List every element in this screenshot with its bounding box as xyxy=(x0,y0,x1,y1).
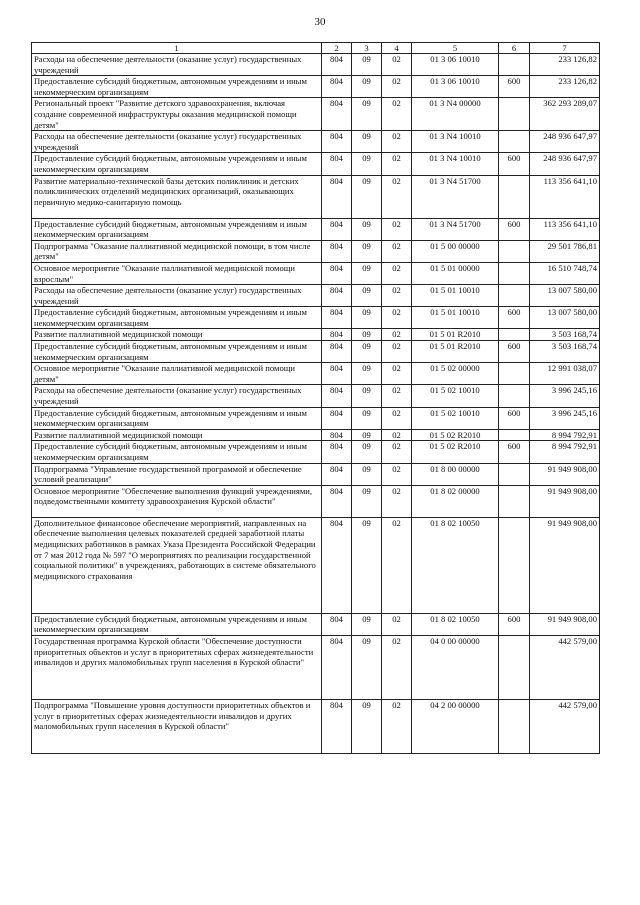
row-subsection-cell: 02 xyxy=(382,76,412,98)
row-amount-cell: 16 510 748,74 xyxy=(530,262,600,284)
row-section-cell: 09 xyxy=(352,385,382,407)
row-code-cell: 804 xyxy=(322,407,352,429)
row-expense-type-cell xyxy=(499,429,530,441)
column-header: 1 xyxy=(32,43,322,54)
row-code-cell: 804 xyxy=(322,218,352,240)
row-name-cell: Основное мероприятие "Оказание паллиативной медицинской помощи детям" xyxy=(32,363,322,385)
table-row xyxy=(32,363,600,385)
row-code-cell: 804 xyxy=(322,485,352,517)
row-name-cell: Предоставление субсидий бюджетным, автономным учреждениям и иным некоммерческим организациям xyxy=(32,441,322,463)
table-row xyxy=(32,131,600,153)
row-target-article-cell: 01 8 00 00000 xyxy=(412,463,499,485)
row-target-article-cell: 01 3 N4 10010 xyxy=(412,131,499,153)
row-code-cell: 804 xyxy=(322,175,352,218)
row-expense-type-cell xyxy=(499,131,530,153)
row-amount-cell: 248 936 647,97 xyxy=(530,131,600,153)
row-expense-type-cell xyxy=(499,54,530,76)
row-target-article-cell: 01 3 N4 10010 xyxy=(412,153,499,175)
row-subsection-cell: 02 xyxy=(382,329,412,341)
row-name-cell: Подпрограмма "Повышение уровня доступности приоритетных объектов и услуг в приоритетных сферах жизнедеятельности инвалидов и других маломобильных групп населения в Курской области" xyxy=(32,699,322,753)
row-target-article-cell: 01 3 N4 00000 xyxy=(412,98,499,131)
row-amount-cell: 3 996 245,16 xyxy=(530,385,600,407)
row-section-cell: 09 xyxy=(352,341,382,363)
row-target-article-cell: 01 5 02 R2010 xyxy=(412,441,499,463)
row-amount-cell: 29 501 786,81 xyxy=(530,240,600,262)
row-target-article-cell: 01 5 01 10010 xyxy=(412,285,499,307)
row-expense-type-cell: 600 xyxy=(499,307,530,329)
budget-table xyxy=(31,42,600,754)
table-body xyxy=(32,54,600,754)
row-expense-type-cell xyxy=(499,699,530,753)
row-subsection-cell: 02 xyxy=(382,131,412,153)
row-name-cell: Расходы на обеспечение деятельности (оказание услуг) государственных учреждений xyxy=(32,54,322,76)
row-section-cell: 09 xyxy=(352,98,382,131)
row-target-article-cell: 04 2 00 00000 xyxy=(412,699,499,753)
table-row xyxy=(32,441,600,463)
row-name-cell: Предоставление субсидий бюджетным, автономным учреждениям и иным некоммерческим организациям xyxy=(32,407,322,429)
table-row xyxy=(32,385,600,407)
row-code-cell: 804 xyxy=(322,131,352,153)
table-row xyxy=(32,485,600,517)
row-subsection-cell: 02 xyxy=(382,429,412,441)
row-amount-cell: 442 579,00 xyxy=(530,699,600,753)
row-expense-type-cell: 600 xyxy=(499,218,530,240)
row-target-article-cell: 01 3 N4 51700 xyxy=(412,218,499,240)
row-expense-type-cell: 600 xyxy=(499,153,530,175)
row-section-cell: 09 xyxy=(352,517,382,613)
row-amount-cell: 13 007 580,00 xyxy=(530,285,600,307)
column-header: 4 xyxy=(382,43,412,54)
row-target-article-cell: 04 0 00 00000 xyxy=(412,635,499,699)
row-code-cell: 804 xyxy=(322,699,352,753)
row-code-cell: 804 xyxy=(322,76,352,98)
row-name-cell: Дополнительное финансовое обеспечение мероприятий, направленных на обеспечение выполнения целевых показателей средней заработной платы медицинских работников в рамках Указа Президента Российской Федерации от 7 мая 2012 года № 597 "О мероприятиях по реализации государственной социальной политики" в учреждениях, работающих в системе обязательного медицинского страхования xyxy=(32,517,322,613)
table-row xyxy=(32,517,600,613)
row-amount-cell: 442 579,00 xyxy=(530,635,600,699)
row-amount-cell: 91 949 908,00 xyxy=(530,463,600,485)
row-amount-cell: 113 356 641,10 xyxy=(530,175,600,218)
row-subsection-cell: 02 xyxy=(382,699,412,753)
row-subsection-cell: 02 xyxy=(382,385,412,407)
row-subsection-cell: 02 xyxy=(382,54,412,76)
row-code-cell: 804 xyxy=(322,441,352,463)
row-subsection-cell: 02 xyxy=(382,240,412,262)
row-expense-type-cell xyxy=(499,240,530,262)
row-amount-cell: 3 503 168,74 xyxy=(530,341,600,363)
row-name-cell: Региональный проект "Развитие детского здравоохранения, включая создание современной инфраструктуры оказания медицинской помощи детям" xyxy=(32,98,322,131)
row-target-article-cell: 01 5 02 R2010 xyxy=(412,429,499,441)
table-row xyxy=(32,76,600,98)
row-subsection-cell: 02 xyxy=(382,218,412,240)
row-target-article-cell: 01 5 01 R2010 xyxy=(412,341,499,363)
row-subsection-cell: 02 xyxy=(382,407,412,429)
row-target-article-cell: 01 5 01 10010 xyxy=(412,307,499,329)
row-target-article-cell: 01 8 02 10050 xyxy=(412,613,499,635)
row-expense-type-cell xyxy=(499,635,530,699)
row-subsection-cell: 02 xyxy=(382,175,412,218)
row-code-cell: 804 xyxy=(322,329,352,341)
row-section-cell: 09 xyxy=(352,363,382,385)
row-amount-cell: 248 936 647,97 xyxy=(530,153,600,175)
row-amount-cell: 8 994 792,91 xyxy=(530,429,600,441)
row-section-cell: 09 xyxy=(352,76,382,98)
row-code-cell: 804 xyxy=(322,613,352,635)
page-number: 30 xyxy=(314,16,326,28)
row-amount-cell: 113 356 641,10 xyxy=(530,218,600,240)
row-section-cell: 09 xyxy=(352,635,382,699)
row-target-article-cell: 01 5 01 R2010 xyxy=(412,329,499,341)
row-code-cell: 804 xyxy=(322,98,352,131)
row-code-cell: 804 xyxy=(322,153,352,175)
table-row xyxy=(32,240,600,262)
row-name-cell: Предоставление субсидий бюджетным, автономным учреждениям и иным некоммерческим организациям xyxy=(32,218,322,240)
row-expense-type-cell: 600 xyxy=(499,76,530,98)
row-expense-type-cell: 600 xyxy=(499,341,530,363)
row-subsection-cell: 02 xyxy=(382,341,412,363)
row-name-cell: Расходы на обеспечение деятельности (оказание услуг) государственных учреждений xyxy=(32,285,322,307)
row-name-cell: Подпрограмма "Управление государственной программой и обеспечение условий реализации" xyxy=(32,463,322,485)
row-code-cell: 804 xyxy=(322,429,352,441)
table-row xyxy=(32,699,600,753)
row-section-cell: 09 xyxy=(352,240,382,262)
row-amount-cell: 91 949 908,00 xyxy=(530,517,600,613)
row-target-article-cell: 01 8 02 00000 xyxy=(412,485,499,517)
row-name-cell: Государственная программа Курской области "Обеспечение доступности приоритетных объектов и услуг в приоритетных сферах жизнедеятельности инвалидов и других маломобильных групп населения в Курской области" xyxy=(32,635,322,699)
row-section-cell: 09 xyxy=(352,153,382,175)
row-target-article-cell: 01 5 02 00000 xyxy=(412,363,499,385)
row-section-cell: 09 xyxy=(352,307,382,329)
row-expense-type-cell xyxy=(499,463,530,485)
row-expense-type-cell xyxy=(499,485,530,517)
row-section-cell: 09 xyxy=(352,131,382,153)
row-expense-type-cell: 600 xyxy=(499,407,530,429)
row-section-cell: 09 xyxy=(352,54,382,76)
row-amount-cell: 233 126,82 xyxy=(530,54,600,76)
table-row xyxy=(32,153,600,175)
row-code-cell: 804 xyxy=(322,285,352,307)
row-expense-type-cell xyxy=(499,175,530,218)
row-name-cell: Предоставление субсидий бюджетным, автономным учреждениям и иным некоммерческим организациям xyxy=(32,613,322,635)
row-name-cell: Расходы на обеспечение деятельности (оказание услуг) государственных учреждений xyxy=(32,131,322,153)
row-section-cell: 09 xyxy=(352,218,382,240)
table-row xyxy=(32,463,600,485)
row-target-article-cell: 01 3 06 10010 xyxy=(412,54,499,76)
table-header-row xyxy=(32,43,600,54)
row-amount-cell: 3 996 245,16 xyxy=(530,407,600,429)
row-target-article-cell: 01 5 02 10010 xyxy=(412,407,499,429)
row-subsection-cell: 02 xyxy=(382,262,412,284)
row-code-cell: 804 xyxy=(322,262,352,284)
row-name-cell: Предоставление субсидий бюджетным, автономным учреждениям и иным некоммерческим организациям xyxy=(32,153,322,175)
row-expense-type-cell xyxy=(499,329,530,341)
row-code-cell: 804 xyxy=(322,363,352,385)
row-subsection-cell: 02 xyxy=(382,613,412,635)
column-header: 5 xyxy=(412,43,499,54)
row-target-article-cell: 01 5 02 10010 xyxy=(412,385,499,407)
row-section-cell: 09 xyxy=(352,613,382,635)
row-target-article-cell: 01 3 06 10010 xyxy=(412,76,499,98)
row-expense-type-cell xyxy=(499,363,530,385)
row-code-cell: 804 xyxy=(322,54,352,76)
row-name-cell: Предоставление субсидий бюджетным, автономным учреждениям и иным некоммерческим организациям xyxy=(32,76,322,98)
row-amount-cell: 91 949 908,00 xyxy=(530,485,600,517)
table-row xyxy=(32,262,600,284)
row-amount-cell: 13 007 580,00 xyxy=(530,307,600,329)
row-name-cell: Предоставление субсидий бюджетным, автономным учреждениям и иным некоммерческим организациям xyxy=(32,307,322,329)
row-target-article-cell: 01 3 N4 51700 xyxy=(412,175,499,218)
row-subsection-cell: 02 xyxy=(382,635,412,699)
row-amount-cell: 3 503 168,74 xyxy=(530,329,600,341)
row-subsection-cell: 02 xyxy=(382,307,412,329)
table-row xyxy=(32,407,600,429)
table-row xyxy=(32,98,600,131)
table-row xyxy=(32,329,600,341)
row-code-cell: 804 xyxy=(322,463,352,485)
row-expense-type-cell: 600 xyxy=(499,441,530,463)
row-name-cell: Развитие паллиативной медицинской помощи xyxy=(32,329,322,341)
row-code-cell: 804 xyxy=(322,517,352,613)
row-target-article-cell: 01 8 02 10050 xyxy=(412,517,499,613)
table-row xyxy=(32,429,600,441)
row-section-cell: 09 xyxy=(352,429,382,441)
row-section-cell: 09 xyxy=(352,463,382,485)
row-code-cell: 804 xyxy=(322,240,352,262)
row-subsection-cell: 02 xyxy=(382,463,412,485)
row-name-cell: Предоставление субсидий бюджетным, автономным учреждениям и иным некоммерческим организациям xyxy=(32,341,322,363)
row-name-cell: Подпрограмма "Оказание паллиативной медицинской помощи, в том числе детям" xyxy=(32,240,322,262)
row-amount-cell: 8 994 792,91 xyxy=(530,441,600,463)
row-section-cell: 09 xyxy=(352,285,382,307)
row-amount-cell: 362 293 289,07 xyxy=(530,98,600,131)
column-header: 3 xyxy=(352,43,382,54)
row-subsection-cell: 02 xyxy=(382,517,412,613)
row-amount-cell: 91 949 908,00 xyxy=(530,613,600,635)
row-section-cell: 09 xyxy=(352,262,382,284)
row-subsection-cell: 02 xyxy=(382,485,412,517)
row-section-cell: 09 xyxy=(352,175,382,218)
row-subsection-cell: 02 xyxy=(382,285,412,307)
row-section-cell: 09 xyxy=(352,485,382,517)
table-row xyxy=(32,307,600,329)
row-code-cell: 804 xyxy=(322,341,352,363)
row-subsection-cell: 02 xyxy=(382,98,412,131)
row-subsection-cell: 02 xyxy=(382,441,412,463)
row-expense-type-cell xyxy=(499,517,530,613)
column-header: 2 xyxy=(322,43,352,54)
table-row xyxy=(32,285,600,307)
row-name-cell: Основное мероприятие "Обеспечение выполнения функций учреждениями, подведомственными комитету здравоохранения Курской области" xyxy=(32,485,322,517)
table-row xyxy=(32,635,600,699)
row-target-article-cell: 01 5 01 00000 xyxy=(412,262,499,284)
row-name-cell: Основное мероприятие "Оказание паллиативной медицинской помощи взрослым" xyxy=(32,262,322,284)
row-subsection-cell: 02 xyxy=(382,363,412,385)
row-subsection-cell: 02 xyxy=(382,153,412,175)
row-name-cell: Развитие материально-технической базы детских поликлиник и детских поликлинических отделений медицинских организаций, оказывающих первичную медико-санитарную помощь xyxy=(32,175,322,218)
row-code-cell: 804 xyxy=(322,307,352,329)
row-section-cell: 09 xyxy=(352,699,382,753)
row-code-cell: 804 xyxy=(322,635,352,699)
row-amount-cell: 233 126,82 xyxy=(530,76,600,98)
table-row xyxy=(32,54,600,76)
table-row xyxy=(32,218,600,240)
table-row xyxy=(32,175,600,218)
row-amount-cell: 12 991 038,07 xyxy=(530,363,600,385)
column-header: 6 xyxy=(499,43,530,54)
column-header: 7 xyxy=(530,43,600,54)
row-code-cell: 804 xyxy=(322,385,352,407)
row-section-cell: 09 xyxy=(352,441,382,463)
row-name-cell: Развитие паллиативной медицинской помощи xyxy=(32,429,322,441)
row-expense-type-cell xyxy=(499,385,530,407)
row-target-article-cell: 01 5 00 00000 xyxy=(412,240,499,262)
row-expense-type-cell: 600 xyxy=(499,613,530,635)
row-section-cell: 09 xyxy=(352,407,382,429)
row-expense-type-cell xyxy=(499,262,530,284)
row-section-cell: 09 xyxy=(352,329,382,341)
row-expense-type-cell xyxy=(499,285,530,307)
row-name-cell: Расходы на обеспечение деятельности (оказание услуг) государственных учреждений xyxy=(32,385,322,407)
table-row xyxy=(32,341,600,363)
row-expense-type-cell xyxy=(499,98,530,131)
table-row xyxy=(32,613,600,635)
